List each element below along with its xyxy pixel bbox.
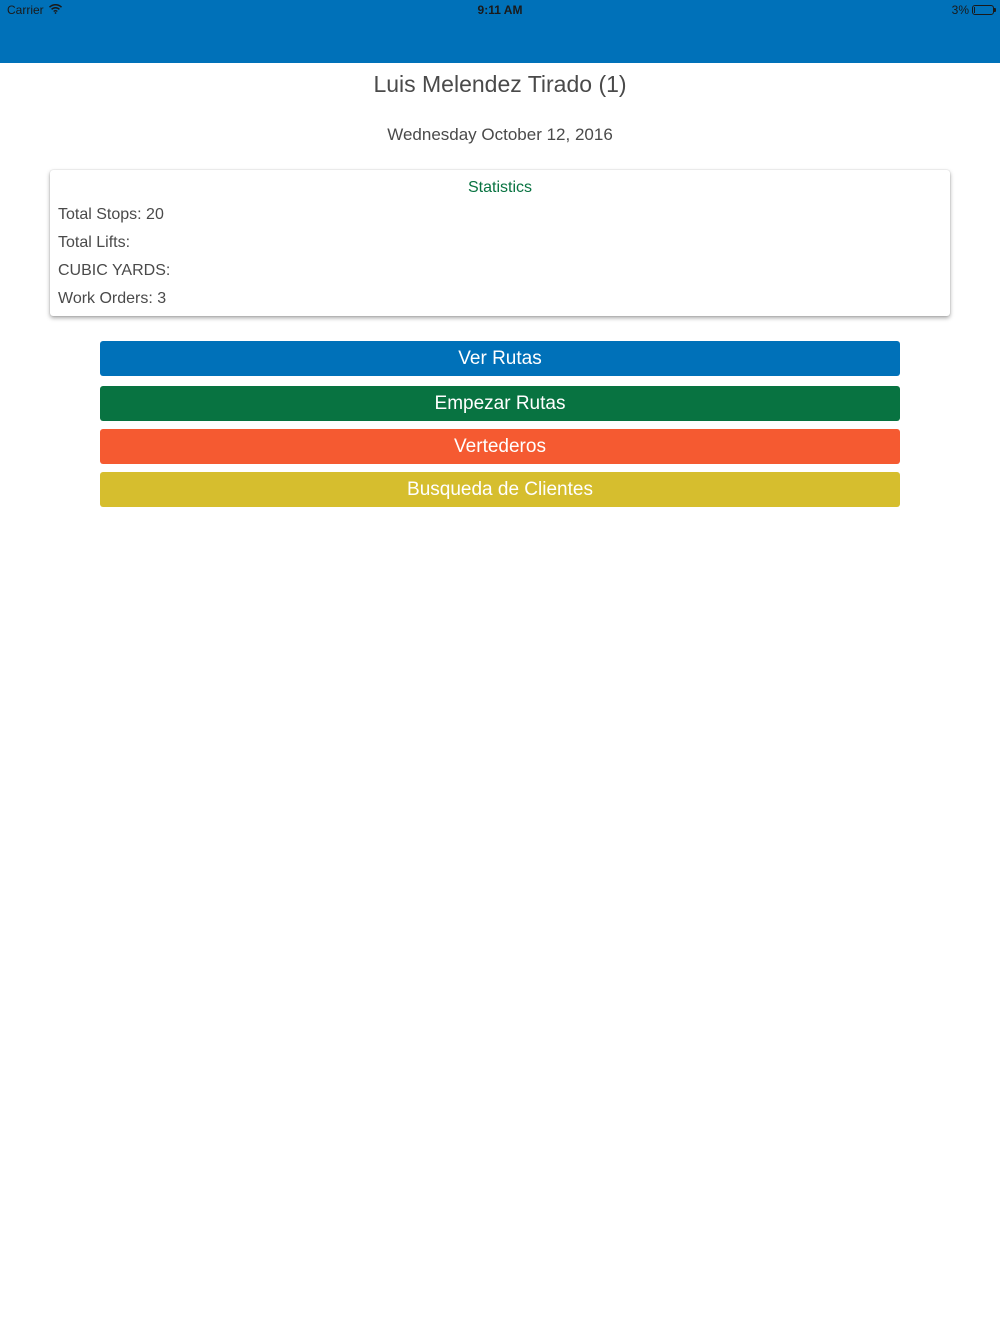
ver-rutas-button[interactable]: Ver Rutas (100, 341, 900, 376)
total-lifts: Total Lifts: (58, 234, 131, 251)
work-orders: Work Orders: 3 (58, 290, 167, 307)
vertederos-button[interactable]: Vertederos (100, 429, 900, 464)
route-date: Wednesday October 12, 2016 (387, 125, 613, 144)
cubic-yards: CUBIC YARDS: (58, 262, 171, 279)
battery-percent: 3% (951, 3, 969, 17)
statistics-title: Statistics (467, 179, 532, 196)
status-bar-right (952, 3, 994, 17)
battery-level (974, 7, 975, 13)
carrier-label: Carrier (7, 3, 44, 17)
empezar-rutas-button[interactable]: Empezar Rutas (100, 386, 900, 421)
driver-name: Luis Melendez Tirado (1) (373, 71, 627, 97)
status-time: 9:11 AM (477, 3, 523, 17)
top-bar (0, 0, 1000, 63)
statistics-card (50, 170, 950, 316)
busqueda-clientes-button[interactable]: Busqueda de Clientes (100, 472, 900, 507)
total-stops: Total Stops: 20 (58, 206, 164, 223)
battery-icon (972, 5, 994, 15)
